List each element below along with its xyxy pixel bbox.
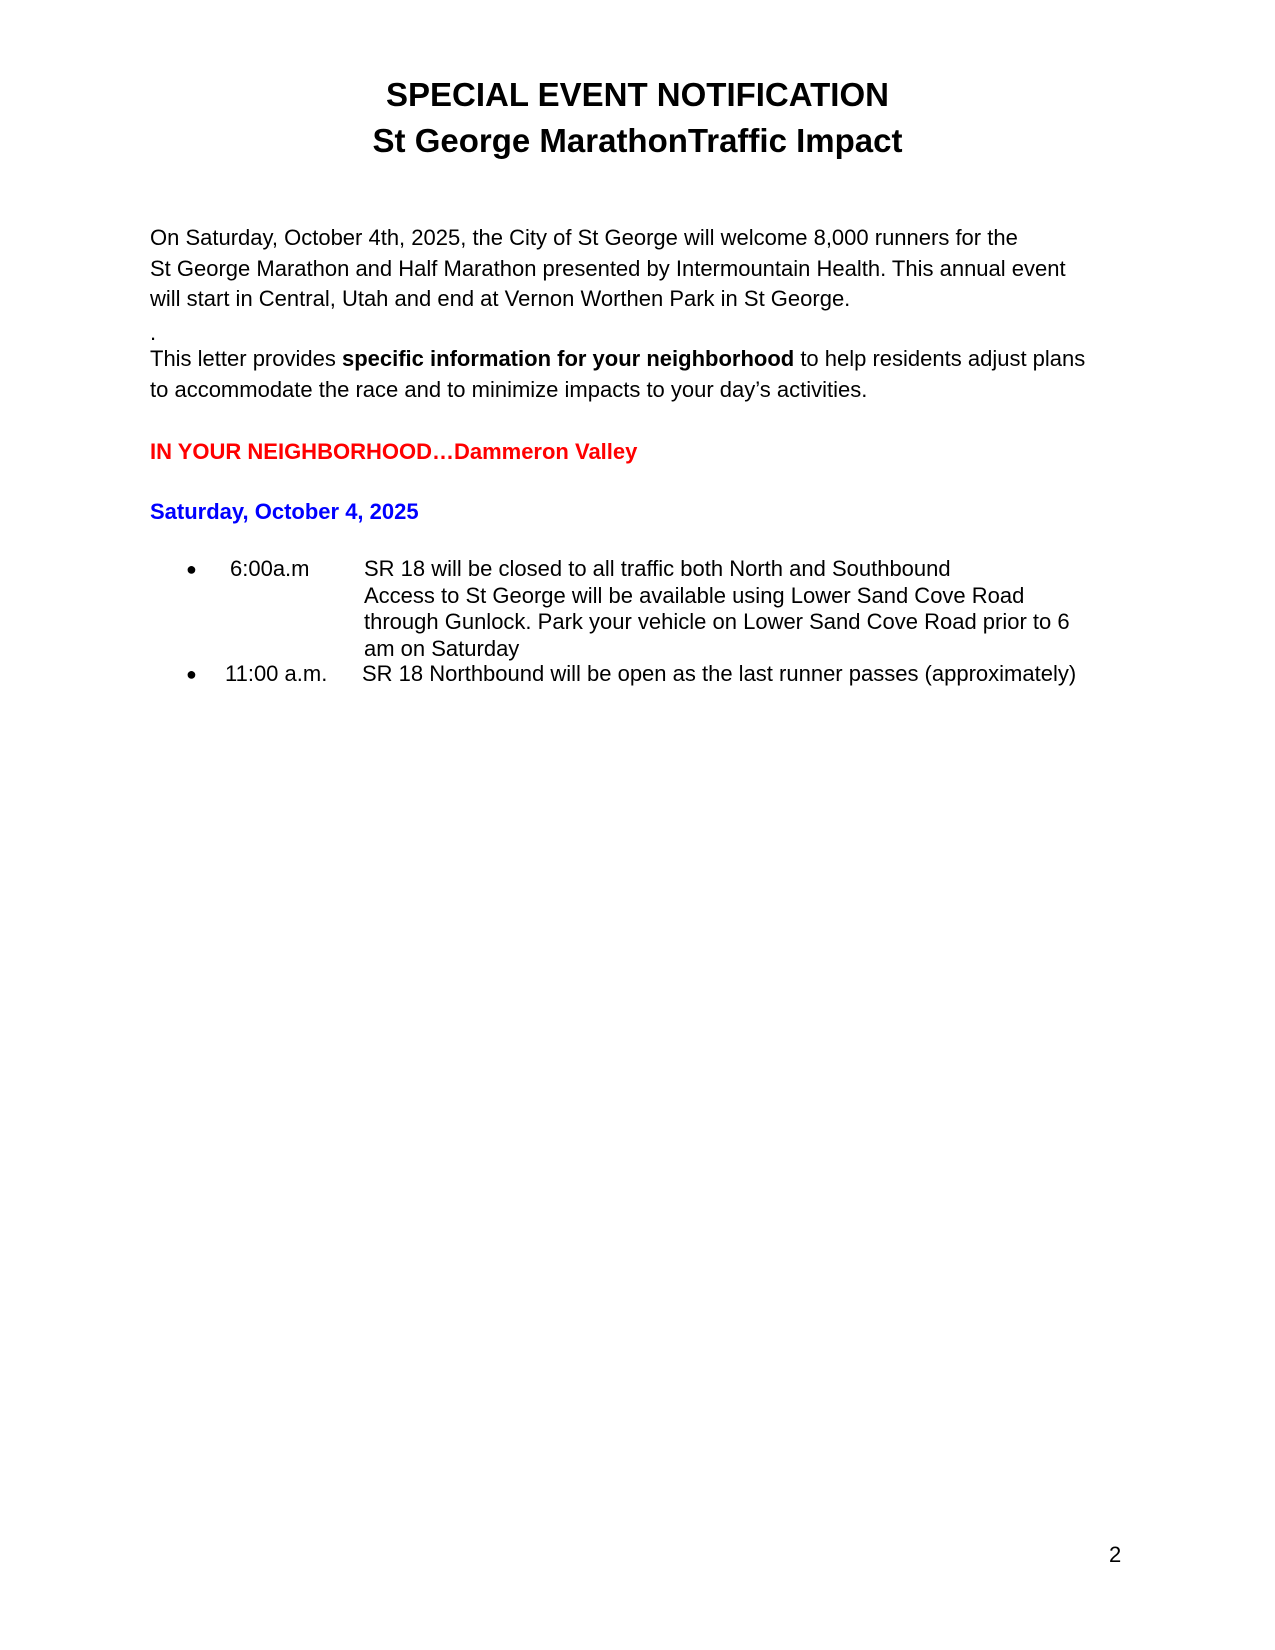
purpose-line-2: to accommodate the race and to minimize impacts to your day’s activities. [150, 376, 868, 402]
schedule-time: 6:00a.m [230, 556, 310, 581]
schedule-line: Access to St George will be available using Lower Sand Cove Road [364, 582, 1025, 608]
schedule-line: through Gunlock. Park your vehicle on Lower Sand Cove Road prior to 6 [364, 609, 1070, 634]
page-number: 2 [1109, 1542, 1122, 1567]
schedule-description [362, 661, 1122, 688]
neighborhood-heading: IN YOUR NEIGHBORHOOD…Dammeron Valley [150, 439, 638, 464]
purpose-text-end: to help residents adjust plans [794, 346, 1086, 371]
intro-line: St George Marathon and Half Marathon presented by Intermountain Health. This annual event [150, 255, 1066, 281]
document-subtitle: St George MarathonTraffic Impact [372, 122, 903, 159]
separator-dot: . [150, 320, 157, 345]
schedule-time: 11:00 a.m. [225, 661, 328, 686]
date-heading: Saturday, October 4, 2025 [150, 499, 419, 524]
schedule-line: am on Saturday [364, 635, 520, 661]
bullet-icon: ● [186, 559, 197, 579]
purpose-emphasis: specific information for your neighborhood [341, 346, 795, 371]
bullet-icon: ● [186, 664, 197, 684]
purpose-paragraph [150, 344, 1140, 405]
schedule-line: SR 18 Northbound will be open as the last runner passes (approximately) [362, 661, 1077, 686]
schedule-line: SR 18 will be closed to all traffic both North and Southbound [364, 556, 951, 581]
intro-line: will start in Central, Utah and end at Vernon Worthen Park in St George. [150, 286, 851, 311]
purpose-text-start: This letter provides [150, 346, 342, 371]
schedule-description [364, 556, 1124, 662]
intro-paragraph [150, 223, 1140, 315]
intro-line: On Saturday, October 4th, 2025, the City of St George will welcome 8,000 runners for the [150, 225, 1018, 250]
document-title: SPECIAL EVENT NOTIFICATION [386, 76, 889, 113]
